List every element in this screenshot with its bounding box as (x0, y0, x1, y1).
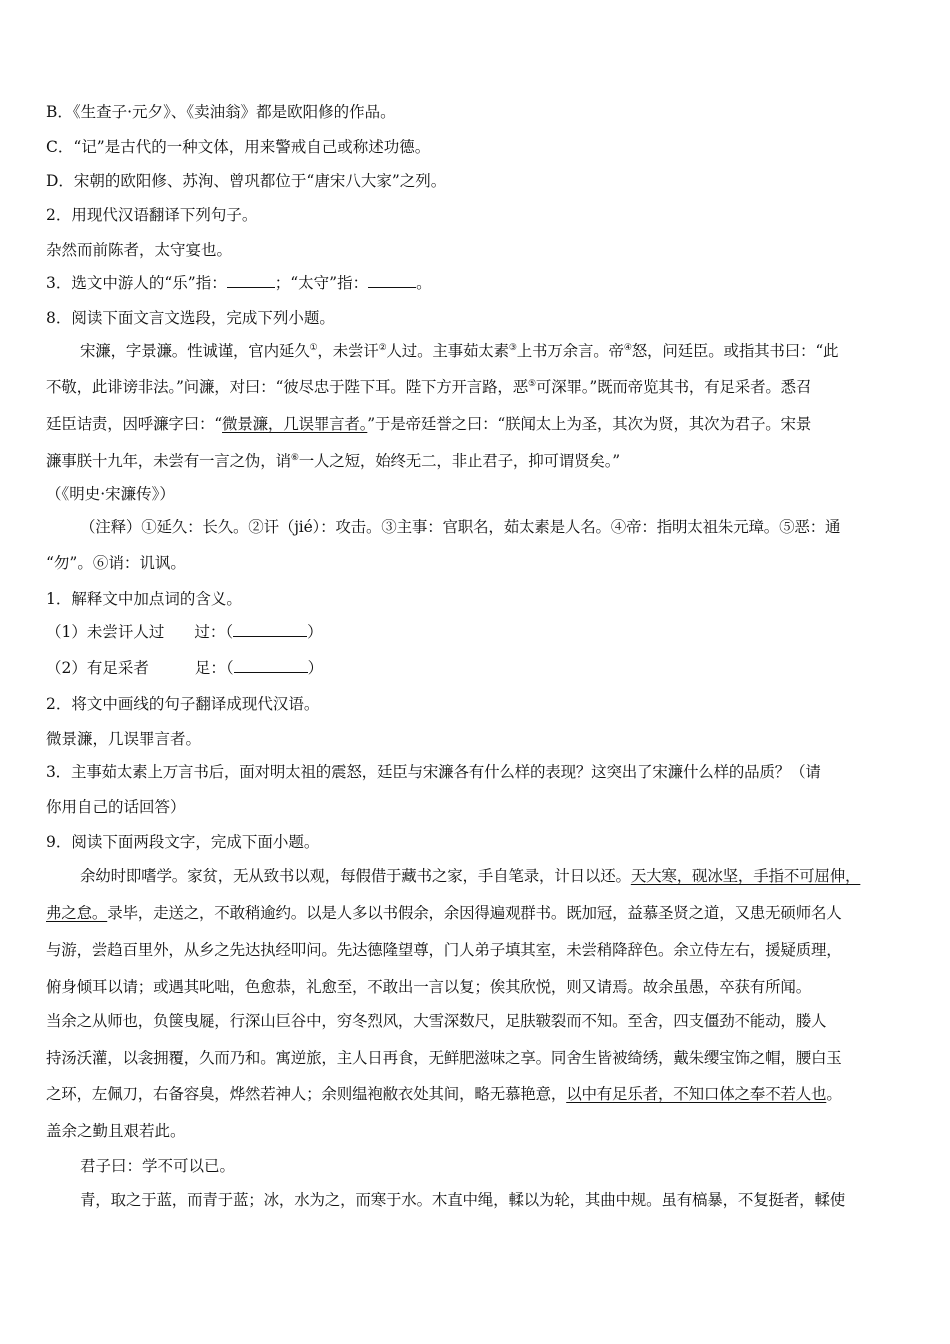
p1-l4-text-b: 一人之短，始终无二，非止君子，抑可谓贤矣。” (298, 452, 620, 470)
q8-1-item-2 (46, 658, 908, 678)
p1-text-b: ，未尝讦 (317, 342, 379, 360)
q8-3-line-1: 3．主事茹太素上万言书后，面对明太祖的震怒，廷臣与宋濂各有什么样的表现？这突出了宋濂什么样的品质？（请 (46, 763, 821, 781)
answer-blank-le[interactable] (227, 273, 275, 288)
underlined-sentence-1: 微景濂，几误罪言者。 (222, 415, 368, 433)
passage-2-line-4: 俯身倾耳以请；或遇其叱咄，色愈恭，礼愈至，不敢出一言以复；俟其欣悦，则又请焉。故余虽愚，卒获有所闻。 (46, 978, 812, 996)
note-ref-6: ⑥ (290, 452, 299, 463)
q8-1-item-1-close: ） (307, 623, 323, 641)
note-ref-1: ① (309, 342, 318, 353)
question-8-heading: 8．阅读下面文言文选段，完成下列小题。 (46, 309, 335, 327)
option-b: B．《生查子·元夕》、《卖油翁》都是欧阳修的作品。 (46, 103, 396, 121)
passage-2-line-2 (46, 903, 908, 923)
question-3-line (46, 273, 908, 293)
note-ref-3: ③ (508, 342, 517, 353)
p1-l2-text-a: 不敬，此诽谤非法。”问濂，对曰：“彼尽忠于陛下耳。陛下方开言路，恶 (46, 378, 529, 396)
p1-l4-text-a: 濂事朕十九年，未尝有一言之伪，诮 (46, 452, 291, 470)
q3-end: 。 (416, 274, 432, 292)
passage-2-line-5: 当余之从师也，负箧曳屣，行深山巨谷中，穷冬烈风，大雪深数尺，足肤皲裂而不知。至舍，四支僵劲不能动，媵人 (46, 1012, 827, 1030)
passage-3-line-1: 青，取之于蓝，而青于蓝；冰，水为之，而寒于水。木直中绳，輮以为轮，其曲中规。虽有槁暴，不复挺者，輮使 (80, 1191, 846, 1209)
p1-l3-text-b: ”于是帝廷誉之曰：“朕闻太上为圣，其次为贤，其次为君子。宋景 (367, 415, 812, 433)
q3-mid: ；“太守”指： (274, 274, 369, 292)
option-d: D．宋朝的欧阳修、苏洵、曾巩都位于“唐宋八大家”之列。 (46, 172, 447, 190)
p1-l2-text-b: 可深罪。”既而帝览其书，有足采者。悉召 (535, 378, 812, 396)
underlined-sentence-2b: 弗之怠。 (46, 904, 108, 922)
option-c: C．“记”是古代的一种文体，用来警戒自己或称述功德。 (46, 138, 431, 156)
note-ref-5: ⑤ (528, 378, 536, 389)
q8-3-line-2: 你用自己的话回答） (46, 798, 186, 816)
q8-2-sentence: 微景濂，几误罪言者。 (46, 730, 202, 748)
p1-text-a: 宋濂，字景濂。性诚谨，官内延久 (80, 342, 310, 360)
question-9-heading: 9．阅读下面两段文字，完成下面小题。 (46, 833, 320, 851)
passage-1-line-2 (46, 377, 908, 397)
passage-2-line-7 (46, 1084, 908, 1104)
passage-2-line-1 (80, 866, 908, 886)
passage-1-line-3 (46, 414, 908, 434)
q8-1-item-2-close: ） (307, 659, 324, 677)
q8-1-item-1-label: （1）未尝讦人过 (46, 623, 165, 641)
q8-1-heading: 1．解释文中加点词的含义。 (46, 590, 242, 608)
question-2-sentence: 杂然而前陈者，太守宴也。 (46, 241, 233, 259)
q8-1-item-1 (46, 622, 908, 642)
q8-1-item-2-label: （2）有足采者 (46, 659, 149, 677)
question-2-heading: 2．用现代汉语翻译下列句子。 (46, 206, 258, 224)
passage-2-line-6: 持汤沃灌，以衾拥覆，久而乃和。寓逆旅，主人日再食，无鲜肥滋味之享。同舍生皆被绮绣，戴朱缨宝饰之帽，腰白玉 (46, 1049, 842, 1067)
passage-1-line-1 (80, 341, 908, 361)
p1-text-e: 怒，问廷臣。或指其书曰：“此 (631, 342, 839, 360)
passage-1-line-4 (46, 451, 908, 471)
p1-text-c: 人过。主事茹太素 (386, 342, 509, 360)
p1-l3-text-a: 廷臣诘责，因呼濂字曰：“ (46, 415, 223, 433)
q8-1-item-2-prompt: 足：（ (194, 659, 234, 677)
p1-text-d: 上书万余言。帝 (516, 342, 624, 360)
passage-1-notes-line-1: （注释）①延久：长久。②讦（jié）：攻击。③主事：官职名，茹太素是人名。④帝：指明太祖朱元璋。⑤恶：通 (80, 518, 841, 536)
note-ref-4: ④ (623, 342, 632, 353)
q8-2-heading: 2．将文中画线的句子翻译成现代汉语。 (46, 695, 320, 713)
answer-blank-zu[interactable] (234, 658, 308, 673)
p2-l7-text: 之环，左佩刀，右备容臭，烨然若神人；余则缊袍敝衣处其间，略无慕艳意， (46, 1085, 567, 1103)
answer-blank-guo[interactable] (233, 622, 307, 637)
underlined-sentence-3: 以中有足乐者，不知口体之奉不若人也 (566, 1085, 827, 1103)
answer-blank-taishou[interactable] (368, 273, 416, 288)
passage-2-line-8: 盖余之勤且艰若此。 (46, 1122, 186, 1140)
q3-prefix: 3．选文中游人的“乐”指： (46, 274, 227, 292)
q8-1-item-1-prompt: 过：（ (194, 623, 234, 641)
p2-l7-end: 。 (826, 1085, 842, 1103)
passage-3-heading: 君子曰：学不可以已。 (80, 1157, 236, 1175)
passage-1-notes-line-2: “勿”。⑥诮：讥讽。 (46, 554, 186, 572)
passage-2-line-3: 与游，尝趋百里外，从乡之先达执经叩问。先达德隆望尊，门人弟子填其室，未尝稍降辞色。余立侍左右，援疑质理， (46, 941, 842, 959)
p2-l2-text: 录毕，走送之，不敢稍逾约。以是人多以书假余，余因得遍观群书。既加冠，益慕圣贤之道，又患无硕师名人 (107, 904, 842, 922)
underlined-sentence-2a: 天大寒，砚冰坚，手指不可屈伸， (630, 867, 861, 885)
note-ref-2: ② (378, 342, 387, 353)
p2-l1-text: 余幼时即嗜学。家贫，无从致书以观，每假借于藏书之家，手自笔录，计日以还。 (80, 867, 631, 885)
passage-1-source: （《明史·宋濂传》） (46, 485, 175, 503)
